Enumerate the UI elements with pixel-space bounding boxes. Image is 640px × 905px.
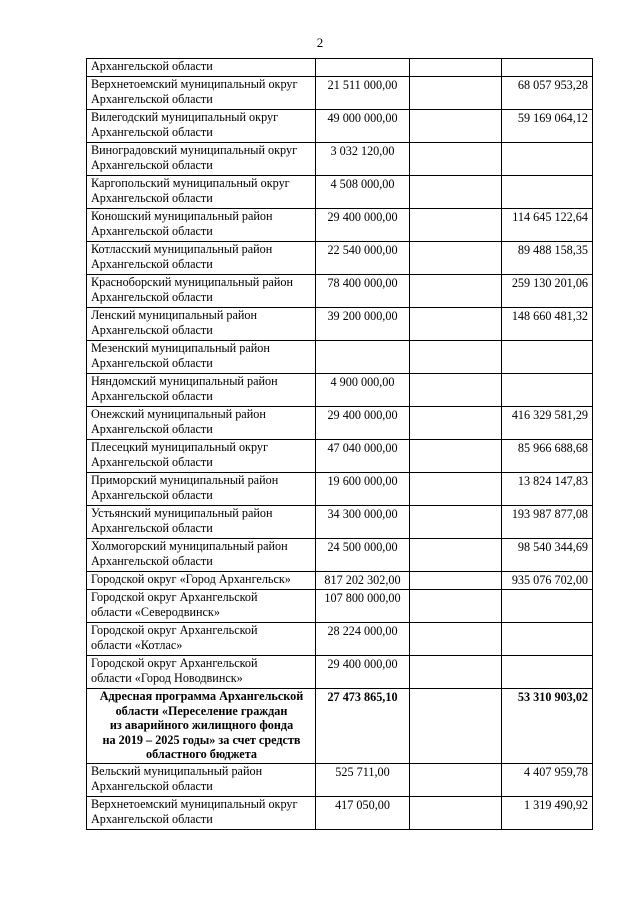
territory-name-line: Коношский муниципальный район	[91, 209, 273, 223]
table-row	[87, 275, 593, 308]
amount-cell-col2: 19 600 000,00	[316, 473, 410, 506]
territory-name-line: из аварийного жилищного фонда	[109, 718, 294, 732]
amount-cell-col2	[316, 59, 410, 77]
amount-cell-col4: 416 329 581,29	[502, 407, 593, 440]
territory-name-line: Вельский муниципальный район	[91, 764, 263, 778]
territory-name-line: Архангельской области	[91, 422, 213, 436]
table-row	[87, 59, 593, 77]
territory-name-line: Котласский муниципальный район	[91, 242, 273, 256]
amount-cell-col3	[410, 176, 502, 209]
territory-name-cell	[87, 77, 316, 110]
territory-name-cell	[87, 539, 316, 572]
territory-name-cell	[87, 407, 316, 440]
amount-cell-col4: 4 407 959,78	[502, 764, 593, 797]
amount-cell-col3	[410, 689, 502, 764]
territory-name-line: Вилегодский муниципальный округ	[91, 110, 279, 124]
table-row	[87, 242, 593, 275]
territory-name-line: Няндомский муниципальный район	[91, 374, 278, 388]
territory-name-line: на 2019 – 2025 годы» за счет средств	[102, 732, 301, 747]
table-row	[87, 209, 593, 242]
amount-cell-col3	[410, 242, 502, 275]
territory-name-cell	[87, 656, 316, 689]
table-row	[87, 764, 593, 797]
amount-cell-col2: 22 540 000,00	[316, 242, 410, 275]
amount-cell-col4	[502, 176, 593, 209]
table-row	[87, 440, 593, 473]
territory-name-cell	[87, 506, 316, 539]
amount-cell-col4: 193 987 877,08	[502, 506, 593, 539]
amount-cell-col3	[410, 407, 502, 440]
territory-name-cell	[87, 764, 316, 797]
table-body	[87, 59, 593, 830]
territory-name-line: Архангельской области	[91, 125, 213, 139]
amount-cell-col2: 4 508 000,00	[316, 176, 410, 209]
territory-name-line: областного бюджета	[146, 747, 257, 761]
amount-cell-col2: 28 224 000,00	[316, 623, 410, 656]
territory-name-line: Архангельской области	[91, 290, 213, 304]
territory-name-line: Каргопольский муниципальный округ	[91, 176, 290, 190]
territory-name-line: области «Переселение граждан	[115, 703, 288, 718]
territory-name-line: Архангельской области	[91, 554, 213, 568]
territory-name-cell	[87, 143, 316, 176]
table-row	[87, 308, 593, 341]
amount-cell-col2: 3 032 120,00	[316, 143, 410, 176]
amount-cell-col4: 114 645 122,64	[502, 209, 593, 242]
territory-name-cell	[87, 572, 316, 590]
territory-name-line: Архангельской области	[91, 92, 213, 106]
territory-name-line: Архангельской области	[91, 521, 213, 535]
amount-cell-col3	[410, 440, 502, 473]
amount-cell-col4: 59 169 064,12	[502, 110, 593, 143]
territory-name-line: Архангельской области	[91, 191, 213, 205]
territory-name-line: Устьянский муниципальный район	[91, 506, 273, 520]
amount-cell-col2: 4 900 000,00	[316, 374, 410, 407]
territory-name-cell	[87, 689, 316, 764]
amount-cell-col2: 34 300 000,00	[316, 506, 410, 539]
amount-cell-col4	[502, 374, 593, 407]
table-row	[87, 473, 593, 506]
page-number: 2	[316, 35, 324, 50]
territory-name-line: Верхнетоемский муниципальный округ	[91, 797, 298, 811]
budget-table	[86, 58, 593, 830]
territory-name-line: Адресная программа Архангельской	[99, 689, 304, 703]
territory-name-line: Городской округ Архангельской	[91, 590, 258, 604]
territory-name-cell	[87, 590, 316, 623]
territory-name-cell	[87, 59, 316, 77]
amount-cell-col3	[410, 506, 502, 539]
amount-cell-col2: 49 000 000,00	[316, 110, 410, 143]
amount-cell-col2	[316, 341, 410, 374]
amount-cell-col2: 817 202 302,00	[316, 572, 410, 590]
amount-cell-col2: 417 050,00	[316, 797, 410, 830]
territory-name-line: Плесецкий муниципальный округ	[91, 440, 268, 454]
amount-cell-col3	[410, 308, 502, 341]
amount-cell-col4: 148 660 481,32	[502, 308, 593, 341]
territory-name-cell	[87, 242, 316, 275]
amount-cell-col4: 259 130 201,06	[502, 275, 593, 308]
amount-cell-col3	[410, 143, 502, 176]
amount-cell-col2: 39 200 000,00	[316, 308, 410, 341]
territory-name-line: Архангельской области	[91, 389, 213, 403]
territory-name-line: Приморский муниципальный район	[91, 473, 279, 487]
territory-name-line: Верхнетоемский муниципальный округ	[91, 77, 298, 91]
territory-name-line: Архангельской области	[91, 323, 213, 337]
amount-cell-col2: 27 473 865,10	[316, 689, 410, 764]
amount-cell-col4	[502, 623, 593, 656]
territory-name-line: Городской округ Архангельской	[91, 656, 258, 670]
amount-cell-col2: 21 511 000,00	[316, 77, 410, 110]
amount-cell-col3	[410, 473, 502, 506]
amount-cell-col3	[410, 341, 502, 374]
table-row	[87, 590, 593, 623]
table-row	[87, 797, 593, 830]
territory-name-line: Холмогорский муниципальный район	[91, 539, 288, 553]
amount-cell-col3	[410, 275, 502, 308]
amount-cell-col4: 85 966 688,68	[502, 440, 593, 473]
amount-cell-col2: 29 400 000,00	[316, 209, 410, 242]
amount-cell-col3	[410, 590, 502, 623]
territory-name-cell	[87, 623, 316, 656]
territory-name-cell	[87, 308, 316, 341]
territory-name-line: Красноборский муниципальный район	[91, 275, 293, 289]
territory-name-line: Виноградовский муниципальный округ	[91, 143, 298, 157]
territory-name-line: Архангельской области	[91, 224, 213, 238]
territory-name-line: Архангельской области	[91, 779, 213, 793]
amount-cell-col3	[410, 374, 502, 407]
territory-name-cell	[87, 341, 316, 374]
amount-cell-col3	[410, 572, 502, 590]
amount-cell-col4	[502, 341, 593, 374]
table-row	[87, 374, 593, 407]
table-row	[87, 143, 593, 176]
territory-name-cell	[87, 176, 316, 209]
amount-cell-col3	[410, 797, 502, 830]
territory-name-line: Архангельской области	[91, 488, 213, 502]
amount-cell-col3	[410, 539, 502, 572]
amount-cell-col4: 89 488 158,35	[502, 242, 593, 275]
territory-name-line: Архангельской области	[91, 158, 213, 172]
amount-cell-col3	[410, 656, 502, 689]
amount-cell-col4: 1 319 490,92	[502, 797, 593, 830]
amount-cell-col4: 68 057 953,28	[502, 77, 593, 110]
territory-name-line: области «Северодвинск»	[91, 605, 220, 619]
table-row	[87, 689, 593, 764]
amount-cell-col3	[410, 623, 502, 656]
table-row	[87, 506, 593, 539]
amount-cell-col4	[502, 59, 593, 77]
amount-cell-col2: 29 400 000,00	[316, 656, 410, 689]
territory-name-cell	[87, 473, 316, 506]
amount-cell-col4: 53 310 903,02	[502, 689, 593, 764]
territory-name-line: Архангельской области	[91, 356, 213, 370]
amount-cell-col3	[410, 764, 502, 797]
territory-name-line: области «Котлас»	[91, 638, 183, 652]
territory-name-line: Архангельской области	[91, 257, 213, 271]
territory-name-line: Архангельской области	[91, 59, 213, 73]
amount-cell-col4	[502, 656, 593, 689]
amount-cell-col3	[410, 110, 502, 143]
territory-name-line: области «Город Новодвинск»	[91, 671, 243, 685]
territory-name-line: Ленский муниципальный район	[91, 308, 258, 322]
amount-cell-col4	[502, 143, 593, 176]
amount-cell-col4	[502, 590, 593, 623]
table-row	[87, 407, 593, 440]
amount-cell-col2: 525 711,00	[316, 764, 410, 797]
territory-name-cell	[87, 110, 316, 143]
table-row	[87, 572, 593, 590]
amount-cell-col3	[410, 77, 502, 110]
table-row	[87, 656, 593, 689]
territory-name-line: Городской округ «Город Архангельск»	[91, 572, 291, 586]
territory-name-line: Онежский муниципальный район	[91, 407, 266, 421]
amount-cell-col2: 24 500 000,00	[316, 539, 410, 572]
territory-name-line: Архангельской области	[91, 455, 213, 469]
territory-name-cell	[87, 797, 316, 830]
amount-cell-col4: 98 540 344,69	[502, 539, 593, 572]
territory-name-line: Городской округ Архангельской	[91, 623, 258, 637]
amount-cell-col4: 935 076 702,00	[502, 572, 593, 590]
amount-cell-col3	[410, 59, 502, 77]
amount-cell-col2: 29 400 000,00	[316, 407, 410, 440]
amount-cell-col2: 78 400 000,00	[316, 275, 410, 308]
territory-name-cell	[87, 374, 316, 407]
table-row	[87, 77, 593, 110]
territory-name-line: Архангельской области	[91, 812, 213, 826]
table-row	[87, 110, 593, 143]
table-row	[87, 176, 593, 209]
amount-cell-col3	[410, 209, 502, 242]
amount-cell-col2: 47 040 000,00	[316, 440, 410, 473]
territory-name-cell	[87, 275, 316, 308]
table-row	[87, 623, 593, 656]
amount-cell-col4: 13 824 147,83	[502, 473, 593, 506]
territory-name-line: Мезенский муниципальный район	[91, 341, 270, 355]
table-row	[87, 341, 593, 374]
territory-name-cell	[87, 440, 316, 473]
amount-cell-col2: 107 800 000,00	[316, 590, 410, 623]
table-row	[87, 539, 593, 572]
territory-name-cell	[87, 209, 316, 242]
